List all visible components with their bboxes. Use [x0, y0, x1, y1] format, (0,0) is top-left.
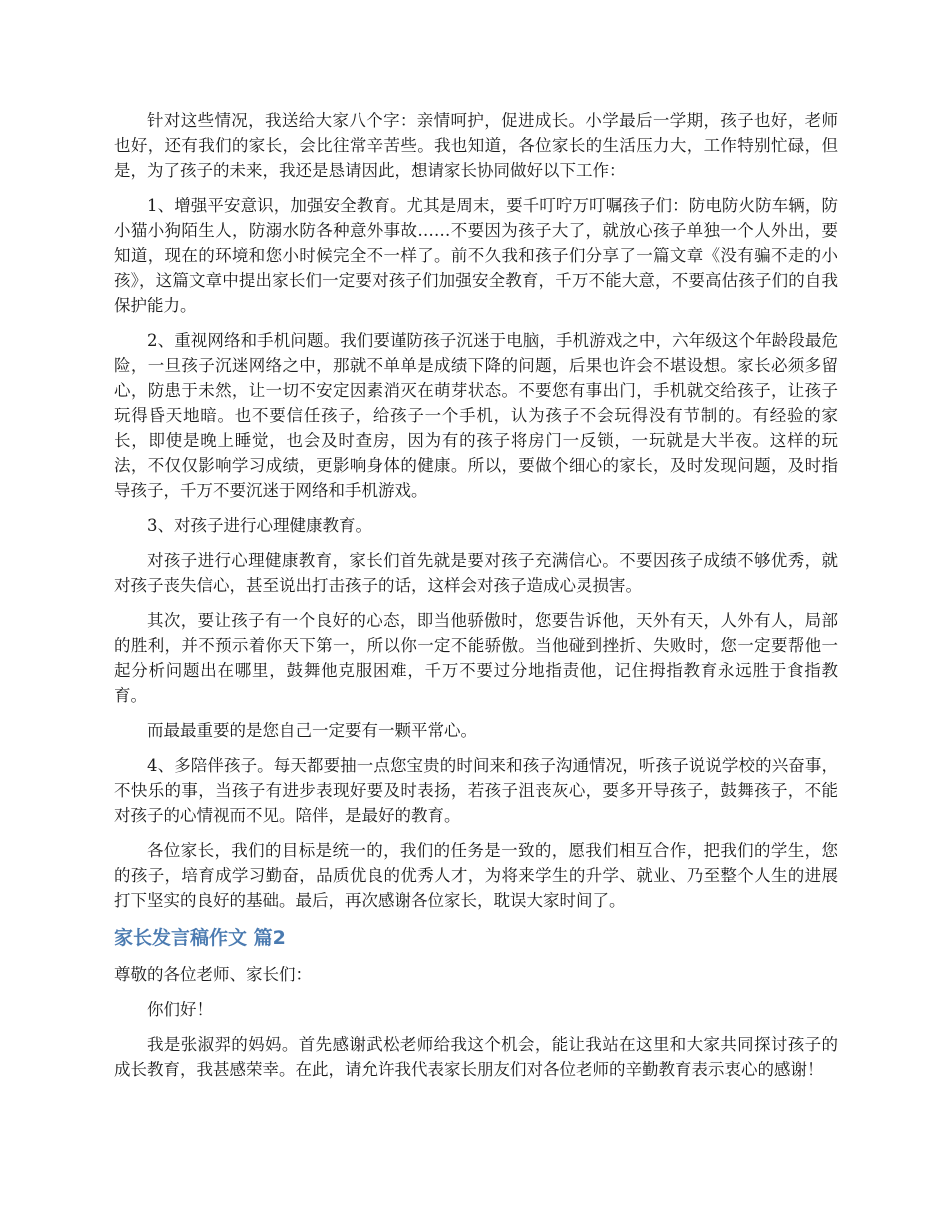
paragraph-confidence: 对孩子进行心理健康教育，家长们首先就是要对孩子充满信心。不要因孩子成绩不够优秀，就对孩子丧失信心，甚至说出打击孩子的话，这样会对孩子造成心灵损害。 [114, 551, 838, 595]
paragraph-self-intro: 我是张淑羿的妈妈。首先感谢武松老师给我这个机会，能让我站在这里和大家共同探讨孩子的成长教育，我甚感荣幸。在此，请允许我代表家长朋友们对各位老师的辛勤教育表示衷心的感谢！ [114, 1035, 838, 1079]
paragraph-intro: 针对这些情况，我送给大家八个字：亲情呵护，促进成长。小学最后一学期，孩子也好，老师也好，还有我们的家长，会比往常辛苦些。我也知道，各位家长的生活压力大，工作特别忙碌，但是，为了孩子的未来，我还是恳请因此，想请家长协同做好以下工作： [114, 111, 838, 180]
paragraph-attitude: 其次，要让孩子有一个良好的心态，即当他骄傲时，您要告诉他，天外有天，人外有人，局部的胜利，并不预示着你天下第一，所以你一定不能骄傲。当他碰到挫折、失败时，您一定要帮他一起分析问题出在哪里，鼓舞他克服困难，千万不要过分地指责他，记住拇指教育永远胜于食指教育。 [114, 611, 838, 705]
document-page [114, 108, 838, 1092]
section-heading: 家长发言稿作文 篇2 [114, 927, 286, 949]
paragraph-safety: 1、增强平安意识，加强安全教育。尤其是周末，要千叮咛万叮嘱孩子们：防电防火防车辆，防小猫小狗陌生人，防溺水防各种意外事故……不要因为孩子大了，就放心孩子单独一个人外出，要知道，现在的环境和您小时候完全不一样了。前不久我和孩子们分享了一篇文章《没有骗不走的小孩》，这篇文章中提出家长们一定要对孩子们加强安全教育，千万不能大意，不要高估孩子们的自我保护能力。 [114, 196, 838, 315]
paragraph-companionship: 4、多陪伴孩子。每天都要抽一点您宝贵的时间来和孩子沟通情况，听孩子说说学校的兴奋事，不快乐的事，当孩子有进步表现好要及时表扬，若孩子沮丧灰心，要多开导孩子，鼓舞孩子，不能对孩子的心情视而不见。陪伴，是最好的教育。 [114, 756, 838, 825]
paragraph-greeting: 你们好！ [147, 1000, 213, 1019]
salutation: 尊敬的各位老师、家长们： [114, 965, 312, 984]
paragraph-calm-mind: 而最最重要的是您自己一定要有一颗平常心。 [147, 721, 477, 740]
paragraph-closing: 各位家长，我们的目标是统一的，我们的任务是一致的，愿我们相互合作，把我们的学生，您的孩子，培育成学习勤奋，品质优良的优秀人才，为将来学生的升学、就业、乃至整个人生的进展打下坚实的良好的基础。最后，再次感谢各位家长，耽误大家时间了。 [114, 841, 838, 910]
paragraph-mental-health-title: 3、对孩子进行心理健康教育。 [147, 516, 372, 535]
paragraph-network: 2、重视网络和手机问题。我们要谨防孩子沉迷于电脑，手机游戏之中，六年级这个年龄段最危险，一旦孩子沉迷网络之中，那就不单单是成绩下降的问题，后果也许会不堪设想。家长必须多留心，防患于未然，让一切不安定因素消灭在萌芽状态。不要您有事出门，手机就交给孩子，让孩子玩得昏天地暗。也不要信任孩子，给孩子一个手机，认为孩子不会玩得没有节制的。有经验的家长，即使是晚上睡觉，也会及时查房，因为有的孩子将房门一反锁，一玩就是大半夜。这样的玩法，不仅仅影响学习成绩，更影响身体的健康。所以，要做个细心的家长，及时发现问题，及时指导孩子，千万不要沉迷于网络和手机游戏。 [114, 331, 838, 500]
